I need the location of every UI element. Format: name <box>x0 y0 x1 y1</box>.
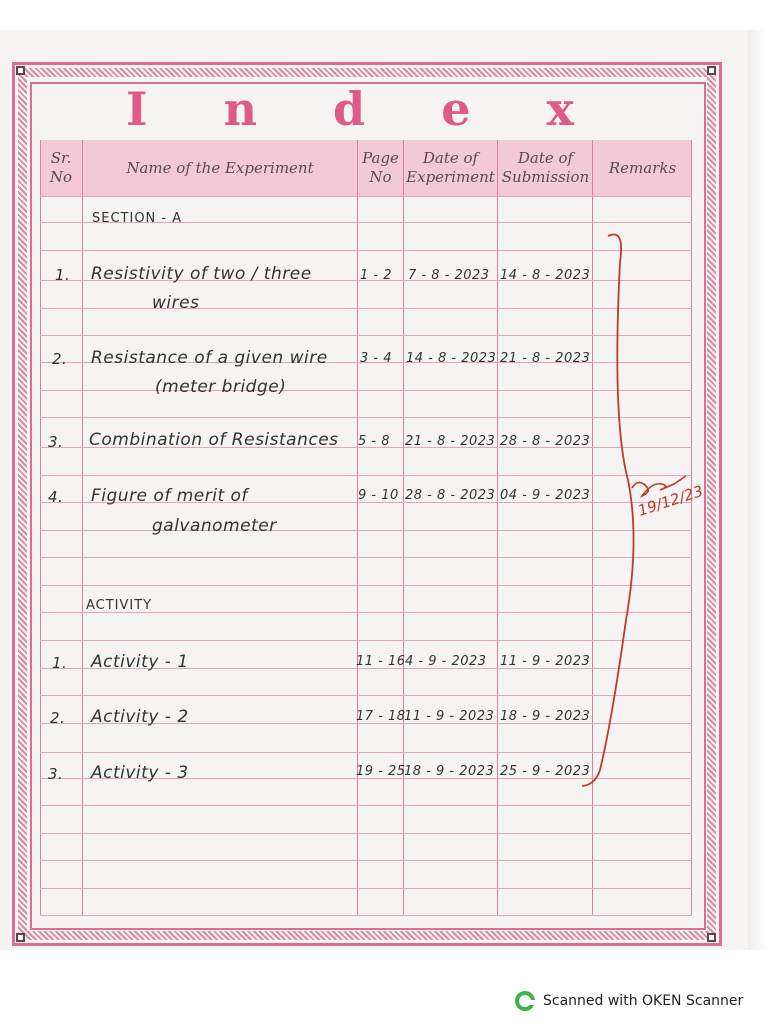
scanner-watermark <box>515 990 743 1012</box>
signature-date: 19/12/23 <box>635 481 706 520</box>
header-remarks: Remarks <box>608 158 677 177</box>
row-date-experiment: 4 - 9 - 2023 <box>405 654 487 669</box>
page-title: I n d e x <box>126 82 604 136</box>
remarks-bracket <box>582 234 634 786</box>
row-page-no: 3 - 4 <box>360 351 392 366</box>
row-page-no: 9 - 10 <box>358 488 399 503</box>
row-date-submission: 04 - 9 - 2023 <box>500 488 591 503</box>
row-date-experiment: 21 - 8 - 2023 <box>405 434 496 449</box>
row-experiment-name: Activity - 1 <box>91 652 189 672</box>
row-serial: 1. <box>52 654 68 672</box>
row-date-experiment: 11 - 9 - 2023 <box>404 709 495 724</box>
row-experiment-name: Activity - 2 <box>91 707 189 727</box>
header-date-submission: Date of Submission <box>501 149 590 186</box>
header-sr-no: Sr. No <box>49 149 73 186</box>
row-serial: 3. <box>48 433 64 451</box>
row-experiment-name: Resistance of a given wire <box>91 348 328 368</box>
row-date-submission: 14 - 8 - 2023 <box>500 268 591 283</box>
row-date-submission: 11 - 9 - 2023 <box>500 654 591 669</box>
row-page-no: 5 - 8 <box>358 434 390 449</box>
header-experiment-name: Name of the Experiment <box>126 158 314 177</box>
row-serial: 1. <box>55 266 71 284</box>
row-serial: 2. <box>52 350 68 368</box>
row-date-submission: 21 - 8 - 2023 <box>500 351 591 366</box>
section-heading: SECTION - A <box>92 211 183 226</box>
row-date-submission: 25 - 9 - 2023 <box>500 764 591 779</box>
header-date-experiment: Date of Experiment <box>406 149 495 186</box>
row-serial: 2. <box>50 709 66 727</box>
row-date-submission: 18 - 9 - 2023 <box>500 709 591 724</box>
row-date-experiment: 7 - 8 - 2023 <box>408 268 490 283</box>
row-page-no: 1 - 2 <box>360 268 392 283</box>
row-experiment-name-cont: (meter bridge) <box>155 377 287 397</box>
row-experiment-name: Combination of Resistances <box>89 430 339 450</box>
row-page-no: 17 - 18 <box>356 709 406 724</box>
row-experiment-name: Activity - 3 <box>91 763 189 783</box>
row-page-no: 11 - 16 <box>356 654 406 669</box>
row-date-experiment: 14 - 8 - 2023 <box>406 351 497 366</box>
row-date-submission: 28 - 8 - 2023 <box>500 434 591 449</box>
row-experiment-name: Figure of merit of <box>91 486 248 506</box>
row-experiment-name: Resistivity of two / three <box>91 264 312 284</box>
row-experiment-name-cont: galvanometer <box>152 516 277 536</box>
row-page-no: 19 - 25 <box>356 764 406 779</box>
row-experiment-name-cont: wires <box>152 293 200 313</box>
row-date-experiment: 18 - 9 - 2023 <box>404 764 495 779</box>
section-heading: ACTIVITY <box>86 598 153 613</box>
oken-logo-icon <box>515 991 535 1011</box>
scanner-watermark-text: Scanned with OKEN Scanner <box>543 993 744 1009</box>
row-serial: 3. <box>48 765 64 783</box>
header-page-no: Page No <box>362 149 399 186</box>
row-date-experiment: 28 - 8 - 2023 <box>405 488 496 503</box>
row-serial: 4. <box>48 488 64 506</box>
